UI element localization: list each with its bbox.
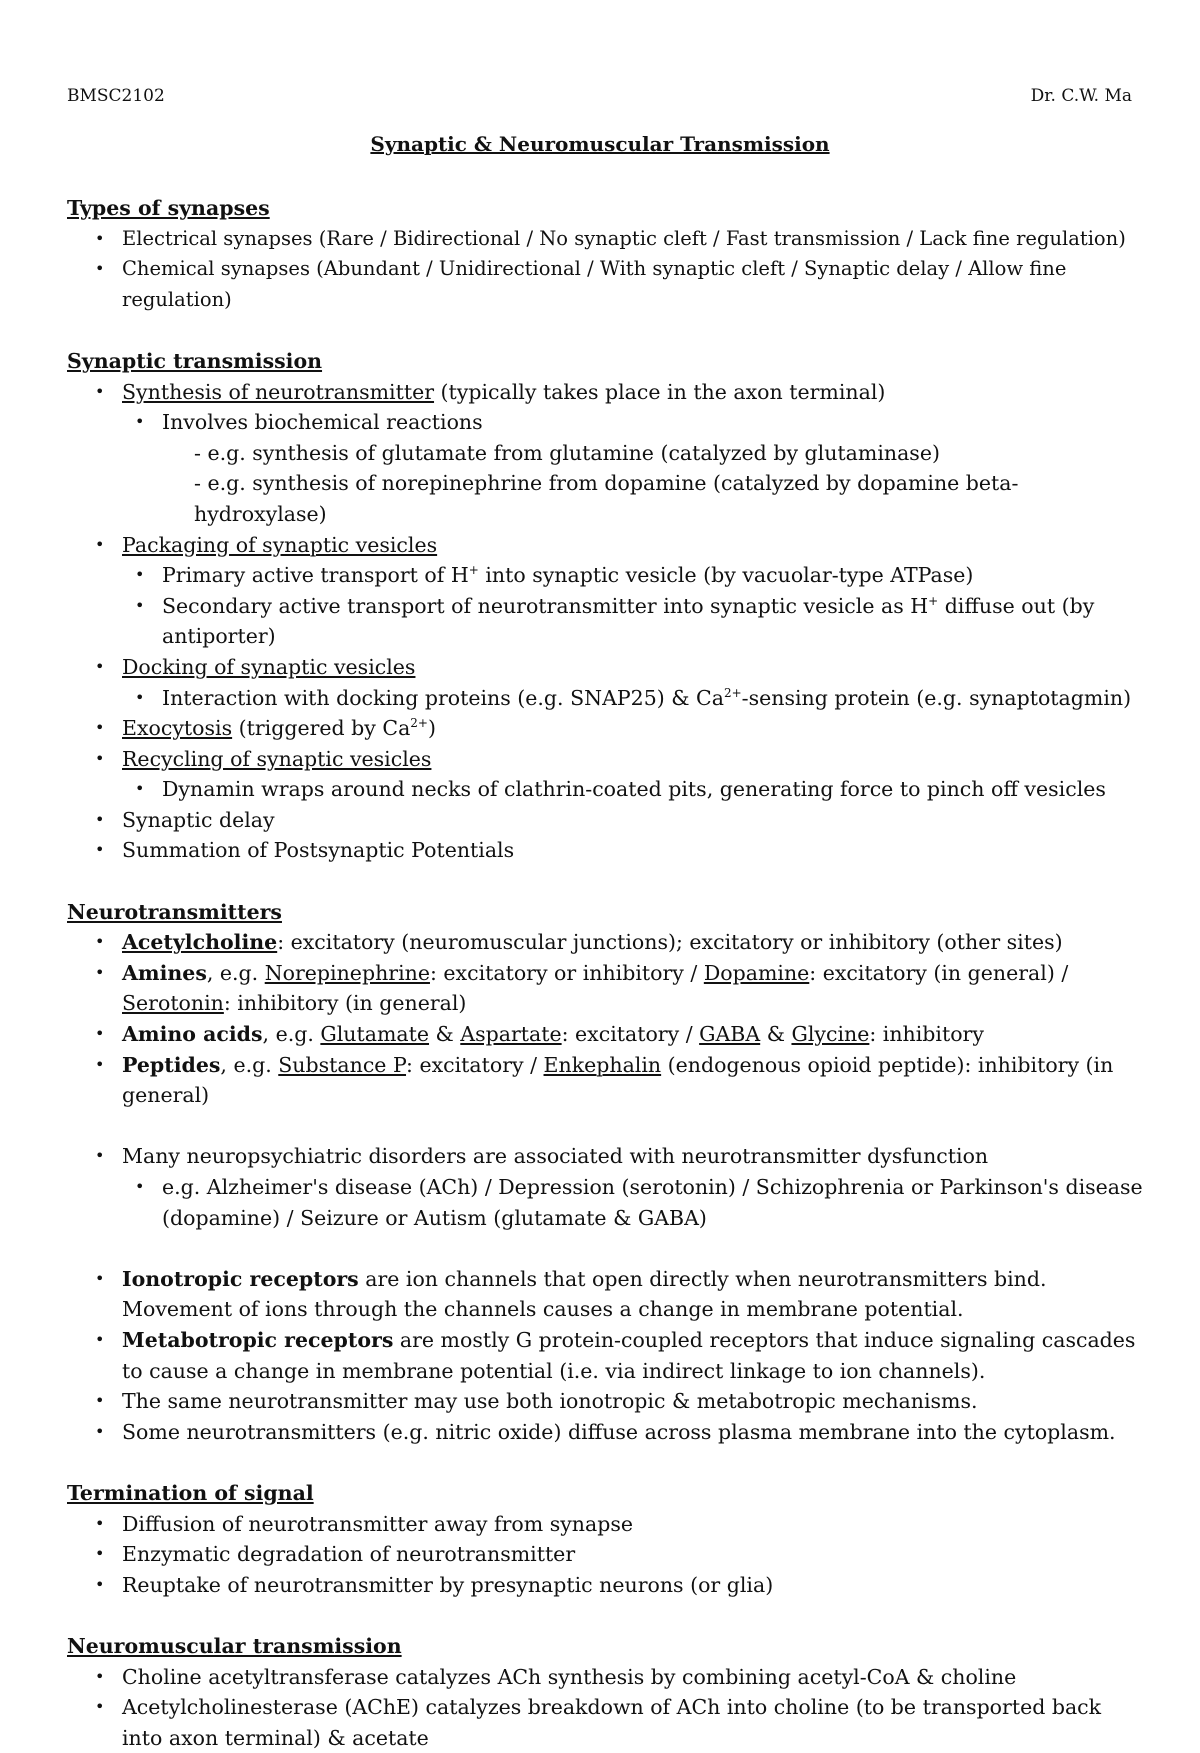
text-run: Secondary active transport of neurotransmitter into synaptic vesicle as H bbox=[162, 594, 928, 618]
section-heading: Synaptic transmission bbox=[67, 346, 1147, 377]
list-item bbox=[67, 927, 1147, 958]
section-synaptic-transmission bbox=[67, 346, 1147, 866]
bullet-list bbox=[67, 224, 1147, 316]
bullet-list bbox=[67, 377, 1147, 867]
text-run: : inhibitory (in general) bbox=[224, 991, 467, 1015]
example-term: Dopamine bbox=[704, 961, 809, 985]
bullet-list bbox=[67, 1662, 1147, 1753]
text-run: ) bbox=[428, 716, 436, 740]
text-run: : excitatory or inhibitory / bbox=[430, 961, 704, 985]
author-name: Dr. C.W. Ma bbox=[1031, 86, 1132, 106]
list-item bbox=[67, 713, 1147, 744]
superscript: 2+ bbox=[410, 716, 428, 730]
document-title: Synaptic & Neuromuscular Transmission bbox=[0, 132, 1200, 156]
text-run: : excitatory / bbox=[406, 1053, 544, 1077]
list-item bbox=[67, 1050, 1147, 1111]
bullet-list bbox=[67, 927, 1147, 1111]
list-item bbox=[67, 377, 1147, 530]
text-run: : excitatory / bbox=[562, 1022, 700, 1046]
section-neuromuscular-transmission bbox=[67, 1631, 1147, 1753]
course-code: BMSC2102 bbox=[67, 86, 165, 106]
text-run: Interaction with docking proteins (e.g. SNAP25) & Ca bbox=[162, 686, 724, 710]
text-run: , e.g. bbox=[263, 1022, 321, 1046]
text-run: (endogenous opioid peptide): inhibitory (in general) bbox=[122, 1053, 1113, 1108]
list-item: • Enzymatic degradation of neurotransmitter bbox=[67, 1539, 1147, 1570]
list-item: • Diffusion of neurotransmitter away from synapse bbox=[67, 1509, 1147, 1540]
text-run: : inhibitory bbox=[869, 1022, 984, 1046]
section-heading: Termination of signal bbox=[67, 1478, 1147, 1509]
spacer bbox=[67, 1233, 1147, 1264]
text-run: (triggered by Ca bbox=[232, 716, 410, 740]
text-run: are ion channels that open directly when neurotransmitters bind. Movement of ions through the channels causes a change in membrane potential. bbox=[122, 1267, 1073, 1322]
sub-list bbox=[122, 774, 1147, 805]
section-neurotransmitters bbox=[67, 897, 1147, 1448]
superscript: 2+ bbox=[724, 686, 742, 700]
example-term: Norepinephrine bbox=[265, 961, 430, 985]
example-term: Serotonin bbox=[122, 991, 224, 1015]
list-item: • The same neurotransmitter may use both ionotropic & metabotropic mechanisms. bbox=[67, 1386, 1147, 1417]
superscript: + bbox=[928, 594, 938, 608]
bullet-list bbox=[67, 1264, 1147, 1448]
sub-item: • e.g. Alzheimer's disease (ACh) / Depression (serotonin) / Schizophrenia or Parkinson's disease (dopamine) / Seizure or Autism (glutamate & GABA) bbox=[122, 1172, 1147, 1233]
term: Acetylcholine bbox=[122, 930, 277, 954]
list-item bbox=[67, 1264, 1147, 1325]
sub-list bbox=[122, 560, 1147, 652]
list-item bbox=[67, 1325, 1147, 1386]
topic-label: Synthesis of neurotransmitter bbox=[122, 380, 434, 404]
text-run: Many neuropsychiatric disorders are associated with neurotransmitter dysfunction bbox=[122, 1144, 988, 1168]
sub-item: • Involves biochemical reactions bbox=[122, 407, 1147, 438]
term: Ionotropic receptors bbox=[122, 1267, 359, 1291]
example-term: Substance P bbox=[278, 1053, 406, 1077]
list-item: • Synaptic delay bbox=[67, 805, 1147, 836]
list-item: • Acetylcholinesterase (AChE) catalyzes breakdown of ACh into choline (to be transported back into axon terminal) & acetate bbox=[67, 1692, 1147, 1753]
list-item bbox=[67, 530, 1147, 652]
list-item bbox=[67, 1019, 1147, 1050]
list-item: • Reuptake of neurotransmitter by presynaptic neurons (or glia) bbox=[67, 1570, 1147, 1601]
spacer bbox=[67, 1111, 1147, 1142]
text-run: into synaptic vesicle (by vacuolar-type ATPase) bbox=[479, 563, 974, 587]
sub-item: • Dynamin wraps around necks of clathrin-coated pits, generating force to pinch off vesicles bbox=[122, 774, 1147, 805]
list-item bbox=[67, 958, 1147, 1019]
text-run: & bbox=[429, 1022, 460, 1046]
section-heading: Neuromuscular transmission bbox=[67, 1631, 1147, 1662]
section-heading: Neurotransmitters bbox=[67, 897, 1147, 928]
list-item: • Summation of Postsynaptic Potentials bbox=[67, 835, 1147, 866]
sub-item bbox=[122, 683, 1147, 714]
section-types-of-synapses bbox=[67, 193, 1147, 315]
example-term: GABA bbox=[699, 1022, 760, 1046]
document-body bbox=[67, 193, 1147, 1753]
topic-label: Docking of synaptic vesicles bbox=[122, 655, 415, 679]
topic-label: Recycling of synaptic vesicles bbox=[122, 747, 431, 771]
text-run: , e.g. bbox=[207, 961, 265, 985]
topic-note: (typically takes place in the axon terminal) bbox=[434, 380, 885, 404]
list-item: • Chemical synapses (Abundant / Unidirectional / With synaptic cleft / Synaptic delay / Allow fine regulation) bbox=[67, 254, 1147, 315]
topic-label: Exocytosis bbox=[122, 716, 232, 740]
sub-list bbox=[122, 407, 1147, 438]
list-item: • Choline acetyltransferase catalyzes ACh synthesis by combining acetyl-CoA & choline bbox=[67, 1662, 1147, 1693]
text-run: & bbox=[760, 1022, 791, 1046]
bullet-list bbox=[67, 1141, 1147, 1233]
text-run: : excitatory (in general) / bbox=[809, 961, 1068, 985]
list-item: • Electrical synapses (Rare / Bidirectional / No synaptic cleft / Fast transmission / Lack fine regulation) bbox=[67, 224, 1147, 255]
text-run: Primary active transport of H bbox=[162, 563, 469, 587]
list-item bbox=[67, 652, 1147, 713]
example-term: Enkephalin bbox=[544, 1053, 662, 1077]
sub-item bbox=[122, 591, 1147, 652]
term: Amino acids bbox=[122, 1022, 263, 1046]
term: Metabotropic receptors bbox=[122, 1328, 393, 1352]
text-run: are mostly G protein-coupled receptors that induce signaling cascades to cause a change in membrane potential (i.e. via indirect linkage to ion channels). bbox=[122, 1328, 1135, 1383]
text-run: -sensing protein (e.g. synaptotagmin) bbox=[742, 686, 1131, 710]
sub-list bbox=[122, 1172, 1147, 1233]
section-termination-of-signal bbox=[67, 1478, 1147, 1600]
example-term: Glutamate bbox=[320, 1022, 429, 1046]
topic-label: Packaging of synaptic vesicles bbox=[122, 533, 437, 557]
example-term: Glycine bbox=[791, 1022, 869, 1046]
list-item bbox=[67, 1141, 1147, 1233]
superscript: + bbox=[469, 563, 479, 577]
text-run: , e.g. bbox=[220, 1053, 278, 1077]
section-heading: Types of synapses bbox=[67, 193, 1147, 224]
example-line: - e.g. synthesis of glutamate from glutamine (catalyzed by glutaminase) bbox=[122, 438, 1147, 469]
bullet-list bbox=[67, 1509, 1147, 1601]
sub-item bbox=[122, 560, 1147, 591]
term: Peptides bbox=[122, 1053, 220, 1077]
text-run: : excitatory (neuromuscular junctions); excitatory or inhibitory (other sites) bbox=[277, 930, 1062, 954]
sub-list bbox=[122, 683, 1147, 714]
term: Amines bbox=[122, 961, 207, 985]
example-line: - e.g. synthesis of norepinephrine from dopamine (catalyzed by dopamine beta-hydroxylase) bbox=[122, 468, 1147, 529]
list-item: • Some neurotransmitters (e.g. nitric oxide) diffuse across plasma membrane into the cytoplasm. bbox=[67, 1417, 1147, 1448]
text-run: diffuse out (by antiporter) bbox=[162, 594, 1094, 649]
list-item bbox=[67, 744, 1147, 805]
example-term: Aspartate bbox=[460, 1022, 561, 1046]
